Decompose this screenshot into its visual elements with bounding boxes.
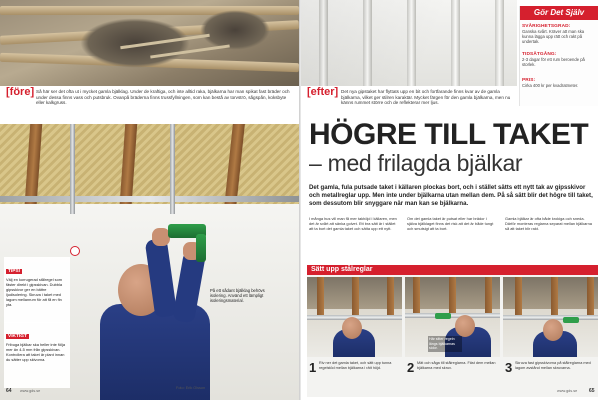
step-2-text: Mät och såga till stålreglarna. Fäst dem mellan bjälkarna med skruv. <box>417 361 496 370</box>
body-column-2: Om det gamla taket är putsat eller har brädor i själva bjälklaget finns det risk att det är både tungt och smutsigt att ta bort. <box>407 216 494 232</box>
gds-logo: Gör Det Själv <box>520 6 598 20</box>
after-caption-text: Det nya gipstaket har flyttats upp en bit och fortfarande finns kvar av de gamla bjälkarna, vilket ger stilren karaktär. Mycket färgen för den gamla bjälkarna, men nu känns rummet större och de reflekterar mer ljus. <box>341 89 511 106</box>
right-page <box>301 0 600 400</box>
warning-box <box>4 322 70 388</box>
article-lead: Det gamla, fula putsade taket i källaren plockas bort, och i stället sätts ett nytt tak av gipsskivor och metallreglar upp. Men inte under bjälkarna utan mellan dem. På så sätt blir det högre till taket, som dessutom blir snyggare när man kan se bjälkarna. <box>309 184 593 208</box>
price-block <box>522 78 596 88</box>
price-text: Cirka 400 kr per kvadratmeter. <box>522 83 579 88</box>
step-3-number: 3 <box>505 360 513 375</box>
warning-text: Fribuga bjälkar ska heller inte följa mer än 4-5 mm från gipsskivan. Kontrollera att taket är plant innan du sätter upp skivorna. <box>6 342 66 362</box>
step-3-photo <box>503 277 598 357</box>
body-column-3: Gamla bjälkar är ofta både krokiga och sneda. Därför monteras reglarna separat mellan bjälkarna så att taket blir rakt. <box>505 216 592 232</box>
footer-url-left: www.gds.se <box>20 389 41 393</box>
info-badge-icon <box>70 246 80 256</box>
price-heading: PRIS: <box>522 78 536 83</box>
step-photo-note: Här sitter regeln längs bjälkarnas sidor. <box>428 336 462 352</box>
photo-caption: På ett sådant bjälklag behövs isolering. Använd ett lämpligt isoleringsmaterial. <box>210 288 265 304</box>
difficulty-text: Ganska svårt. Kräver att man ska kunna lägga upp rätt och rakt på undertak. <box>522 29 585 44</box>
step-1-text: Riv ner det gamla taket, och sätt upp tunna regelstöd mellan bjälkarna i rätt höjd. <box>319 361 392 370</box>
after-caption <box>307 88 516 110</box>
tip-box <box>4 257 70 323</box>
time-text: 2-3 dagar för ett rum beroende på storlek. <box>522 57 585 67</box>
page-number-right: 65 <box>589 388 595 394</box>
step-3-text: Skruva fast gipsskivorna på stålreglarna med lagom avstånd mellan skruvarna. <box>515 361 591 370</box>
time-heading: TIDSÅTGÅNG: <box>522 52 557 57</box>
after-photo <box>301 0 517 86</box>
steps-box <box>307 265 598 397</box>
article-headline: HÖGRE TILL TAKET <box>309 118 589 151</box>
after-tag: [efter] <box>307 86 339 98</box>
before-photo <box>0 0 299 86</box>
left-page <box>0 0 299 400</box>
warning-heading: VIKTIGT <box>8 334 27 339</box>
steps-title: Sätt upp stålreglar <box>311 266 373 273</box>
body-column-1: I många hus vill man få mer takhöjd i källaren, men det är svårt att sänka golvet. Ett bra sätt är i stället att ta bort det gamla taket och sätta upp ett nytt. <box>309 216 397 232</box>
before-tag: [före] <box>6 86 35 98</box>
project-info-sidebar <box>519 6 598 106</box>
tip-heading: TIPS! <box>8 269 21 274</box>
photo-credit: Foto: Erik Olsson <box>176 386 206 390</box>
step-2-number: 2 <box>407 360 415 375</box>
before-caption <box>6 88 293 110</box>
step-1-photo <box>307 277 402 357</box>
difficulty-heading: SVÅRIGHETSGRAD: <box>522 24 571 29</box>
before-caption-text: Så här ser det ofta ut i mycket gamla bjälklag. Under de kraftiga, och inte alltid raka, bjälkarna har man spikat fast bräder och under dessa finns vass och putsbruk. Ovanpå bräderna finns trussfyllningen, som kan bestå av torvströ, sågspån, koksbyte eller kalkgruss. <box>36 89 290 106</box>
page-number-left: 64 <box>6 388 12 394</box>
article-subhead: – med frilagda bjälkar <box>309 150 523 176</box>
tip-text: Välj en korrugerad stålregel som fäster direkt i gipsskivan. Dubbla gipsskivor ger en bättre ljudisolering. Skruva i taket med lagom mellanrum för att få en fin yta. <box>6 277 63 307</box>
step-1-number: 1 <box>309 360 317 375</box>
steps-header-bar <box>307 265 598 275</box>
time-block <box>522 52 596 67</box>
difficulty-block <box>522 24 596 44</box>
footer-url-right: www.gds.se <box>557 389 578 393</box>
